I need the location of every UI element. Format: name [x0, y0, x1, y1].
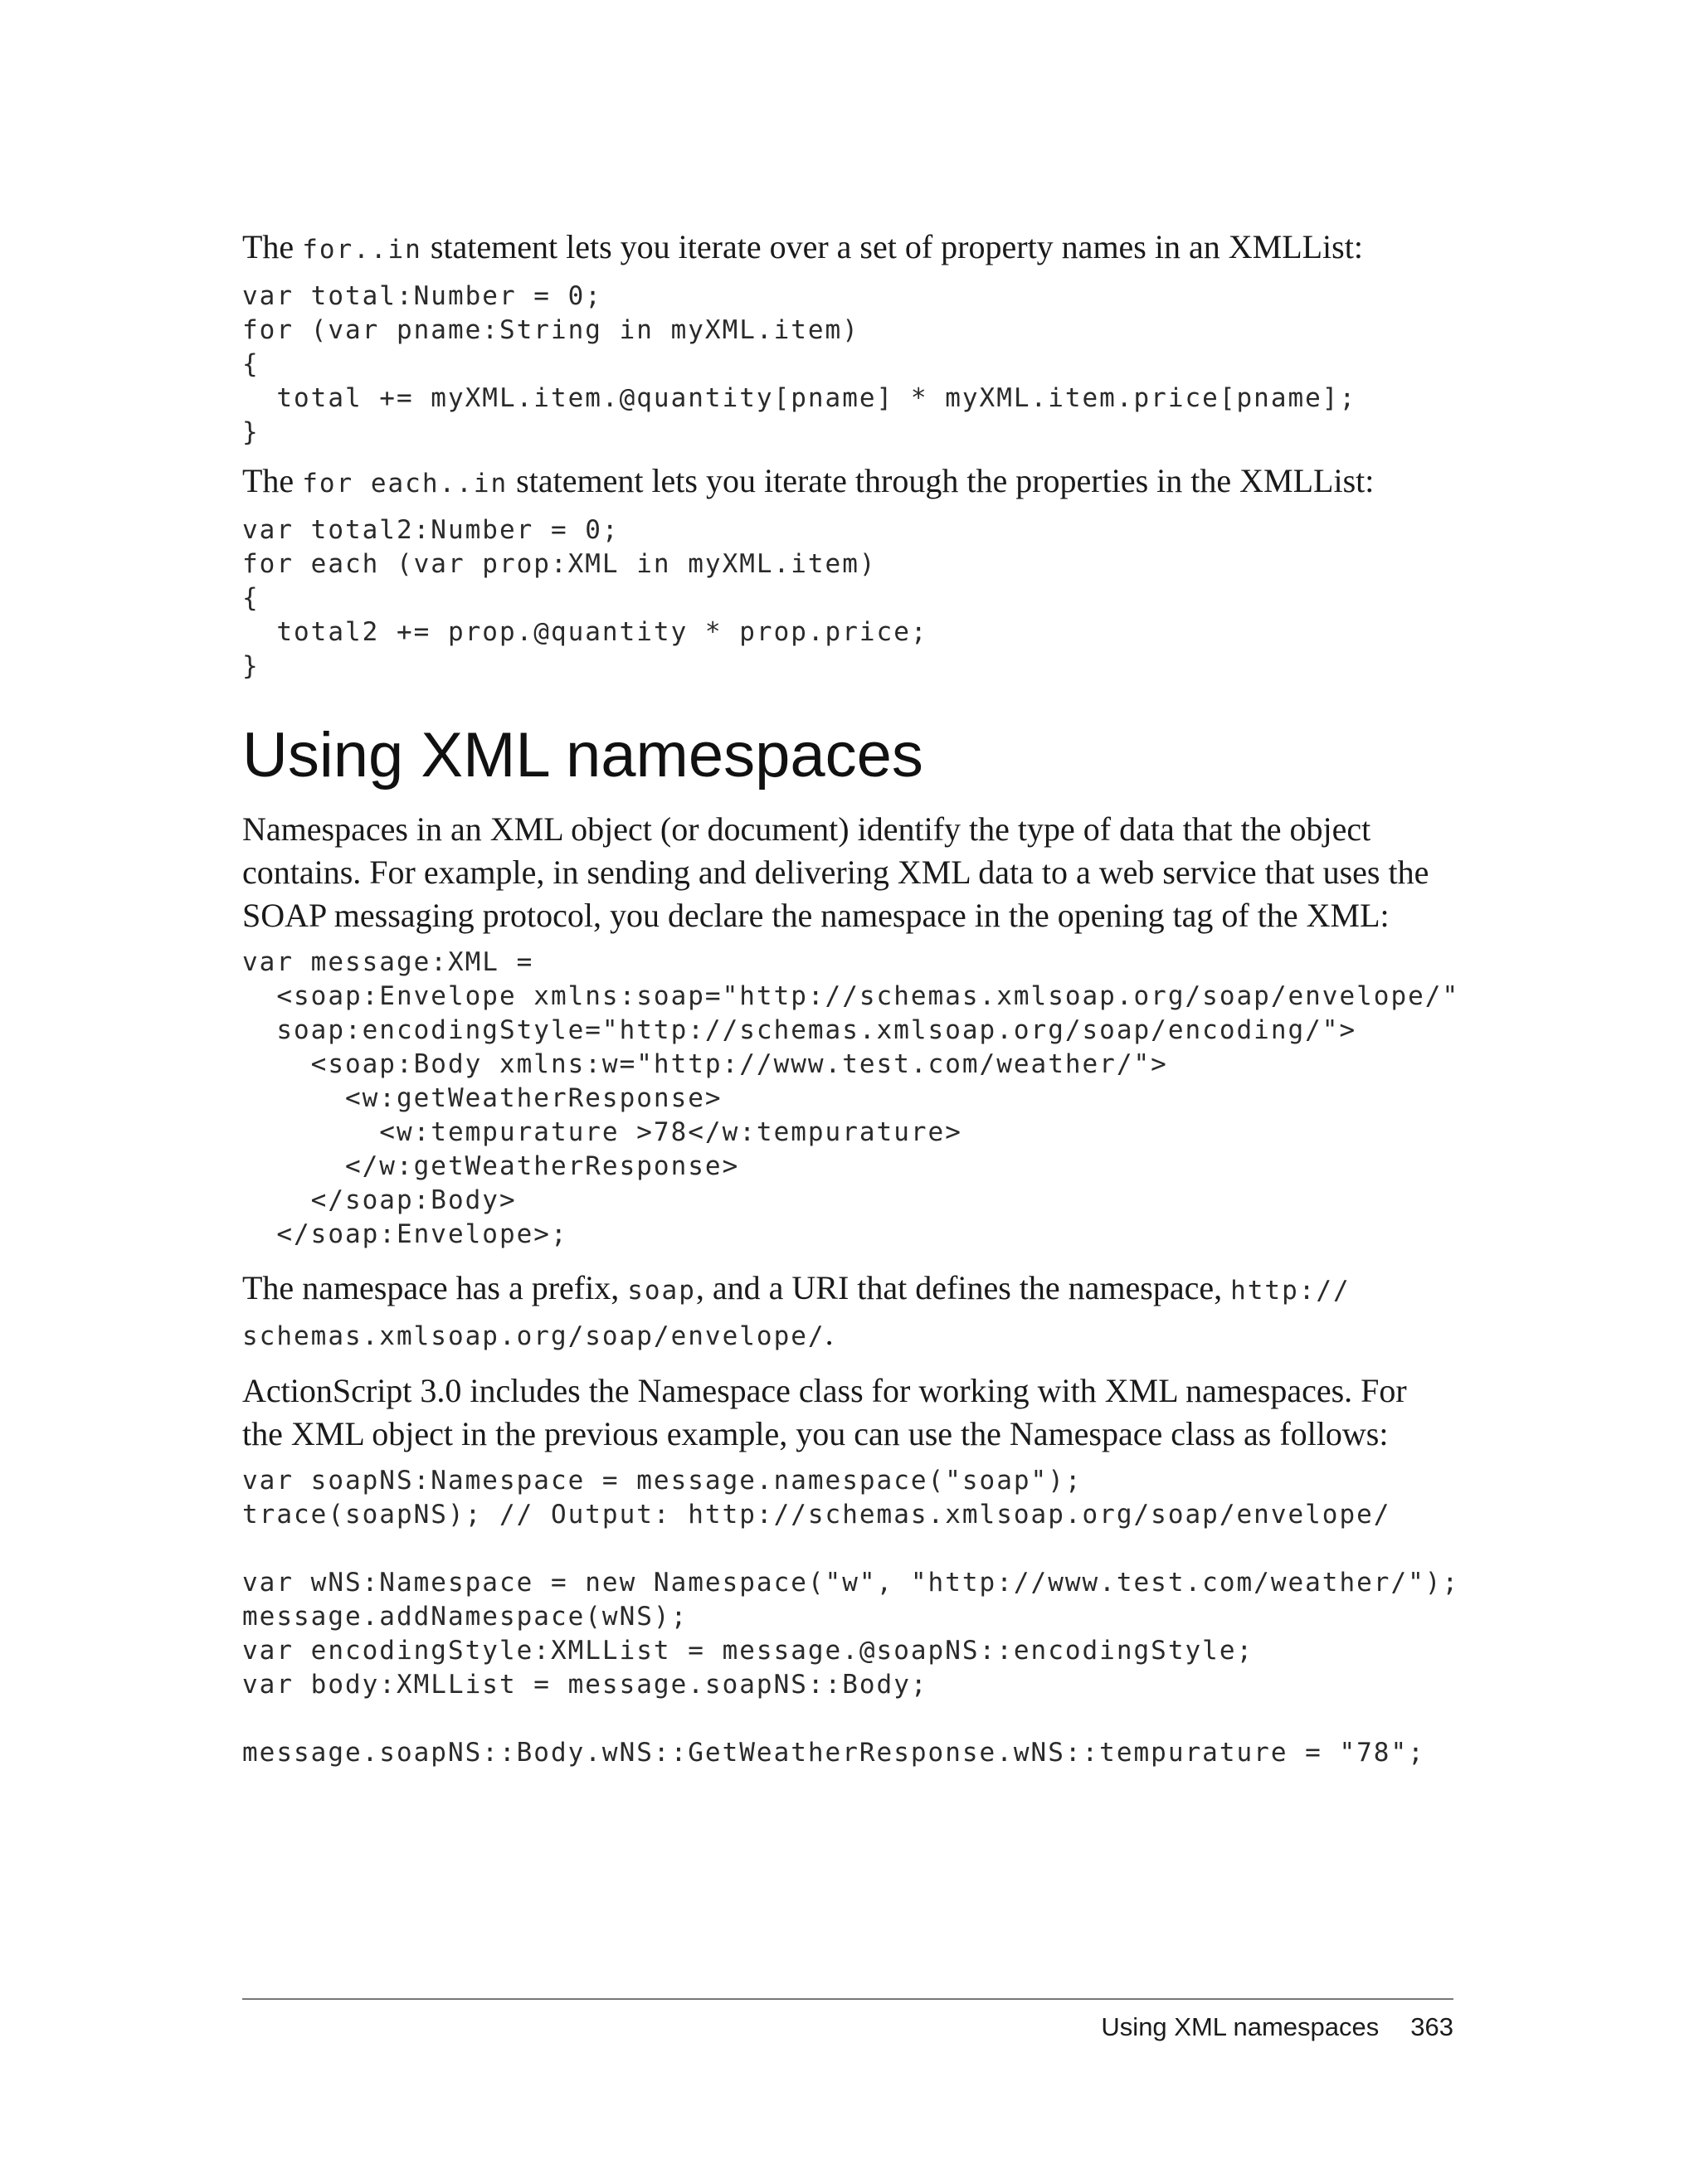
intro-for-each-text-end: statement lets you iterate through the properties in the XMLList:	[508, 462, 1375, 499]
page-footer	[1101, 2012, 1453, 2042]
intro-for-in-text-end: statement lets you iterate over a set of property names in an XMLList:	[421, 228, 1363, 265]
prefix-text-end: .	[825, 1315, 834, 1352]
prefix-paragraph	[242, 1267, 1453, 1358]
for-each-inline-code: for each..in	[302, 469, 509, 499]
soap-xml-code-block: var message:XML = <soap:Envelope xmlns:soap="http://schemas.xmlsoap.org/soap/envelope/" soap:encodingStyle="http://schemas.xmlsoap.org/soap/encoding/"> <soap:Body xmlns:w="http://www.test.com/weather/"> <w:getWeatherResponse> <w:tempurature >78</w:tempurature> </w:getWeatherResponse> </soap:Body> </soap:Envelope>;	[242, 947, 1460, 1249]
footer-section-title: Using XML namespaces	[1101, 2012, 1380, 2041]
for-each-code-block: var total2:Number = 0; for each (var prop:XML in myXML.item) { total2 += prop.@quantity * prop.price; }	[242, 515, 928, 681]
intro-for-in-text-start: The	[242, 228, 303, 265]
prefix-inline-code: soap	[627, 1276, 696, 1306]
namespace-class-code-block: var soapNS:Namespace = message.namespace("soap"); trace(soapNS); // Output: http://schemas.xmlsoap.org/soap/envelope/ var wNS:Namespace = new Namespace("w", "http://www.test.com/weather/"); message.addNamespace(wNS); var encodingStyle:XMLList = message.@soapNS::encodingStyle; var body:XMLList = message.soapNS::Body; message.soapNS::Body.wNS::GetWeatherResponse.wNS::tempurature = "78";	[242, 1466, 1460, 1768]
prefix-text-middle: , and a URI that defines the namespace,	[695, 1269, 1231, 1306]
actionscript-paragraph: ActionScript 3.0 includes the Namespace class for working with XML namespaces. For the XML object in the previous example, you can use the Namespace class as follows:	[242, 1372, 1407, 1452]
footer-divider	[242, 1998, 1453, 2000]
prefix-text-start: The namespace has a prefix,	[242, 1269, 628, 1306]
uri-inline-code-part1: http://	[1230, 1276, 1351, 1306]
uri-inline-code-part2: schemas.xmlsoap.org/soap/envelope/	[242, 1321, 825, 1351]
namespaces-paragraph: Namespaces in an XML object (or document) identify the type of data that the object contains. For example, in sending and delivering XML data to a web service that uses the SOAP messaging protocol, you declare the namespace in the opening tag of the XML:	[242, 810, 1429, 934]
intro-for-each-text-start: The	[242, 462, 303, 499]
for-in-code-block: var total:Number = 0; for (var pname:String in myXML.item) { total += myXML.item.@quantity[pname] * myXML.item.price[pname]; }	[242, 281, 1357, 447]
for-in-inline-code: for..in	[302, 235, 422, 265]
page-content	[242, 226, 1460, 1770]
intro-for-each-paragraph	[242, 460, 1453, 505]
section-heading: Using XML namespaces	[242, 720, 923, 790]
intro-for-in-paragraph	[242, 226, 1453, 271]
page-number: 363	[1410, 2012, 1453, 2041]
